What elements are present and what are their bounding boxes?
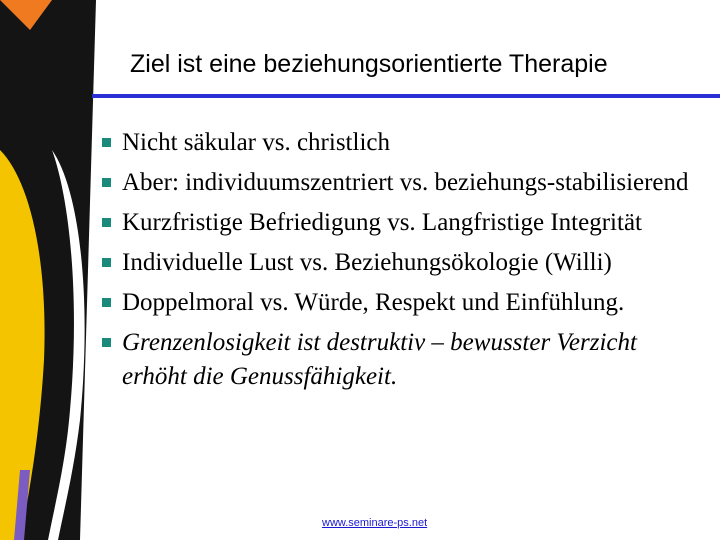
bullet-text: Nicht säkular vs. christlich [122,129,390,156]
square-bullet-icon [102,138,111,147]
bullet-text: Doppelmoral vs. Würde, Respekt und Einfühlung. [122,289,625,316]
bullet-item [108,326,708,394]
bullet-item [108,286,708,320]
square-bullet-icon [102,258,111,267]
square-bullet-icon [102,218,111,227]
bullet-text: Individuelle Lust vs. Beziehungsökologie (Willi) [122,249,612,276]
bullet-item [108,166,708,200]
slide-title: Ziel ist eine beziehungsorientierte Therapie [130,50,608,78]
bullet-item [108,206,708,240]
bullet-item [108,246,708,280]
title-rule [92,94,720,98]
bullet-item [108,126,708,160]
bullet-list [108,126,708,400]
footer-website-link[interactable]: www.seminare-ps.net [322,517,428,529]
bullet-text: Kurzfristige Befriedigung vs. Langfristige Integrität [122,209,642,236]
bullet-text: Aber: individuumszentriert vs. beziehungs-stabilisierend [122,169,689,196]
square-bullet-icon [102,338,111,347]
bullet-text: Grenzenlosigkeit ist destruktiv – bewusster Verzicht erhöht die Genussfähigkeit. [122,329,637,390]
square-bullet-icon [102,178,111,187]
square-bullet-icon [102,298,111,307]
